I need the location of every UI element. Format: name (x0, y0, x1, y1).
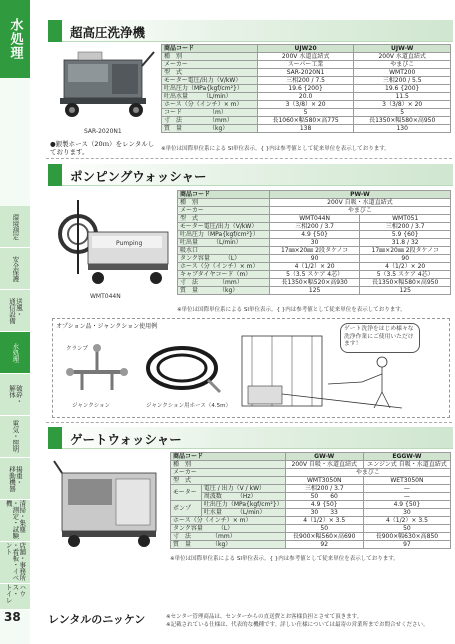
table-row (178, 255, 451, 263)
spec-cell: 138 (257, 125, 354, 133)
spec-table-gate (170, 452, 451, 549)
spec-cell: モーター電圧/出力（V/kW） (162, 77, 258, 85)
sidebar-item-house[interactable]: ハウス・ トイレ (0, 584, 30, 610)
table-row (162, 85, 451, 93)
spec-cell: 寸 法 （mm） (178, 279, 270, 287)
table-row (162, 69, 451, 77)
table-row (171, 477, 451, 485)
sidebar-item-water[interactable]: 水処理 (0, 332, 30, 374)
spec-cell: ホース（分（インチ）× m） (162, 101, 258, 109)
table-row (178, 263, 451, 271)
sidebar-item-environment[interactable]: 環境測定 (0, 206, 30, 248)
gate-washer-photo (52, 455, 166, 549)
spec-cell: 130 (354, 125, 451, 133)
spec-cell: 50 (285, 525, 363, 533)
spec-cell: コード （m） (162, 109, 258, 117)
table-row (171, 525, 451, 533)
photo-caption: SAR-2020N1 (84, 128, 122, 135)
table-row (162, 93, 451, 101)
spec-cell: 型 式 (162, 69, 258, 77)
spec-cell: モーター (171, 485, 202, 501)
spec-cell: 31.8 / 32 (360, 239, 451, 247)
spec-cell: タンク容量 （L） (178, 255, 270, 263)
section-header-pumping (48, 164, 453, 186)
spec-cell: 長1350×幅580×高950 (360, 279, 451, 287)
table-row (162, 61, 451, 69)
table-row (162, 125, 451, 133)
high-pressure-washer-photo (50, 46, 158, 124)
spec-cell: 種 別 (171, 461, 286, 469)
spec-cell: 三相200 / 3.7 (269, 223, 360, 231)
spec-cell: モーター電圧/出力（V/kW） (178, 223, 270, 231)
spec-cell: 92 (285, 541, 363, 549)
spec-cell: 長900×幅630×高850 (363, 533, 450, 541)
footer-note-1: ※センター管理商品は、センターからの直送費とお客様負担とさせて頂きます。 (166, 614, 363, 620)
spec-cell: 4.9 {50} (363, 501, 450, 509)
junction-photo (62, 338, 132, 400)
spec-cell: SAR-2020N1 (257, 69, 354, 77)
spec-cell: ポンプ (171, 501, 202, 517)
spec-cell: 吐出水量 （L/min） (162, 93, 258, 101)
table-row (178, 215, 451, 223)
spec-cell: 125 (269, 287, 360, 295)
spec-cell: 90 (360, 255, 451, 263)
spec-cell: 3（3/8）× 20 (354, 101, 451, 109)
option-title: オプション品・ジャンクション使用例 (56, 323, 158, 330)
spec-note: ※単位は国際単位系による SI単位表示。{ }内は参考値として従来単位を表示しております。 (170, 556, 399, 562)
section-square-icon (48, 427, 62, 449)
spec-cell: WMT051 (360, 215, 451, 223)
spec-cell: 5（3.5 スケア 4芯） (269, 271, 360, 279)
spec-cell: 三相200 / 5.5 (354, 77, 451, 85)
spec-cell: 質 量 （kg） (171, 541, 286, 549)
spec-cell: スーパー工業 (257, 61, 354, 69)
table-row (171, 533, 451, 541)
spec-cell: 90 (269, 255, 360, 263)
spec-cell: 三相200 / 3.7 (360, 223, 451, 231)
table-row (171, 541, 451, 549)
spec-cell: 寸 法 （mm） (171, 533, 286, 541)
spec-cell: WET3050N (363, 477, 450, 485)
sidebar-item-ventilation[interactable]: 送風・ 通信設備 (0, 290, 30, 332)
spec-cell: 200V 自吸・水道直結式 (285, 461, 363, 469)
table-row (178, 271, 451, 279)
section-square-icon (48, 20, 62, 42)
table-row (171, 461, 451, 469)
section-header-gate (48, 427, 453, 449)
spec-cell: 125 (360, 287, 451, 295)
spec-cell: 吐出圧力（MPa{kgf/cm²}） (178, 231, 270, 239)
spec-cell: 長1060×幅580×高775 (257, 117, 354, 125)
spec-cell: 200V 水道直結式 (354, 53, 451, 61)
spec-cell: 4（1/2）× 20 (360, 263, 451, 271)
spec-cell: メーカー (171, 469, 286, 477)
spec-cell: 4.9 {50} (269, 231, 360, 239)
section-square-icon (48, 164, 62, 186)
spec-cell: 吐出圧力（MPa{kgf/cm²}） (162, 85, 258, 93)
spec-cell: 5 (354, 109, 451, 117)
sidebar-title: 水処理 (0, 0, 30, 78)
sidebar-item-cleaning[interactable]: 清掃・集塵 ・測定・試験機 (0, 500, 30, 542)
spec-cell: 20.0 (257, 93, 354, 101)
clamp-label: クランプ (66, 346, 89, 352)
spec-cell: 吐出圧力（MPa{kgf/cm²}） (201, 501, 285, 509)
spec-cell: WMT044N (269, 215, 360, 223)
spec-cell: 質 量 （kg） (162, 125, 258, 133)
company-logo: レンタルのニッケン (48, 613, 146, 626)
spec-cell: 4.9 {50} (285, 501, 363, 509)
spec-cell: 長1350×幅580×高950 (354, 117, 451, 125)
spec-cell: UJW20 (257, 45, 354, 53)
spec-table-pumping (177, 190, 451, 295)
spec-cell: 型 式 (171, 477, 286, 485)
spec-cell: — (363, 493, 450, 501)
spec-table-high-pressure (161, 44, 451, 133)
spec-cell: 97 (363, 541, 450, 549)
spec-cell: 種 別 (178, 199, 270, 207)
section-title: ゲートウォッシャー (70, 432, 182, 447)
spec-cell: 200V 自吸・水道直結式 (269, 199, 450, 207)
table-header-row (178, 191, 451, 199)
spec-cell: 三相200 / 3.7 (285, 485, 363, 493)
spec-cell: 19.6 {200} (354, 85, 451, 93)
table-row (171, 509, 451, 517)
spec-cell: 長900×幅560×高690 (285, 533, 363, 541)
spec-cell: 200V 水道直結式 (257, 53, 354, 61)
table-header-row (171, 453, 451, 461)
table-row (162, 109, 451, 117)
table-row (178, 287, 451, 295)
spec-cell: 30 (269, 239, 360, 247)
spec-note: ※単位は国際単位系による SI単位表示。{ }内は参考値として従来単位を表示しております。 (177, 307, 406, 313)
table-row (162, 53, 451, 61)
spec-cell: 50 (363, 525, 450, 533)
spec-cell: 5（3.5 スケア 4芯） (360, 271, 451, 279)
table-row (178, 199, 451, 207)
spec-cell: 5 (257, 109, 354, 117)
spec-cell: — (363, 485, 450, 493)
table-row (178, 279, 451, 287)
spec-cell: 吸水口 (178, 247, 270, 255)
spec-cell: メーカー (162, 61, 258, 69)
junction-label: ジャンクション (72, 403, 111, 409)
spec-cell: 4（1/2）× 3.5 (363, 517, 450, 525)
spec-cell: ホース（分（インチ）× m） (171, 517, 286, 525)
spec-cell: WMT200 (354, 69, 451, 77)
spec-cell: 質 量 （kg） (178, 287, 270, 295)
pumping-washer-photo (56, 194, 174, 290)
table-row (171, 469, 451, 477)
spec-cell: エンジン式 自吸・水道直結式 (363, 461, 450, 469)
spec-cell: 5.9 {60} (360, 231, 451, 239)
spec-cell: 周波数 （Hz） (201, 493, 285, 501)
spec-cell: 吐出量 （L/min） (178, 239, 270, 247)
section-header-high-pressure (48, 20, 453, 42)
spec-cell: 4（1/2）× 3.5 (285, 517, 363, 525)
table-row (162, 101, 451, 109)
spec-cell: 種 別 (162, 53, 258, 61)
spec-cell: PW-W (269, 191, 450, 199)
spec-cell: ホース（分（インチ）× m） (178, 263, 270, 271)
photo-caption: WMT044N (90, 293, 121, 300)
spec-cell: 50 60 (285, 493, 363, 501)
table-row (171, 501, 451, 509)
table-row (178, 239, 451, 247)
spec-cell: 吐水量 （L/min） (201, 509, 285, 517)
svg-text:Pumping: Pumping (116, 240, 143, 247)
spec-note: ※単位は国際単位系による SI単位表示。{ }内は参考値として従来単位を表示しております。 (161, 146, 390, 152)
spec-cell: 3（3/8）× 20 (257, 101, 354, 109)
spec-cell: 型 式 (178, 215, 270, 223)
spec-cell: やまびこ (285, 469, 450, 477)
spec-cell: WMT3050N (285, 477, 363, 485)
callout-text: ゲート洗浄をはじめ様々な洗浄作業にご使用いただけます！ (344, 326, 414, 347)
spec-cell: GW-W (285, 453, 363, 461)
table-row (178, 247, 451, 255)
spec-cell: 寸 法 （mm） (162, 117, 258, 125)
table-header-row (162, 45, 451, 53)
spec-cell: メーカー (178, 207, 270, 215)
section-title: 超高圧洗浄機 (70, 25, 146, 40)
junction-hose-photo (142, 338, 224, 400)
spec-cell: 長1350×幅520×高930 (269, 279, 360, 287)
sidebar-item-safety[interactable]: 安全保護 (0, 248, 30, 290)
table-row (171, 493, 451, 501)
table-row (171, 517, 451, 525)
sidebar-item-store[interactable]: 店舗・事務所 ・看板・イベント (0, 542, 30, 584)
spec-cell: 30 (363, 509, 450, 517)
table-row (162, 77, 451, 85)
spec-cell: EGGW-W (363, 453, 450, 461)
sidebar-item-electric[interactable]: 電気・照明 (0, 416, 30, 458)
category-sidebar (0, 0, 30, 644)
spec-cell: タンク容量 （L） (171, 525, 286, 533)
spec-cell: 30 33 (285, 509, 363, 517)
table-row (162, 117, 451, 125)
page-number: 38 (4, 610, 21, 624)
table-row (178, 231, 451, 239)
sidebar-item-lifting[interactable]: 揚重・ 移動機器 (0, 458, 30, 500)
spec-cell: 三相200 / 7.5 (257, 77, 354, 85)
table-row (178, 207, 451, 215)
spec-cell: 商品コード (162, 45, 258, 53)
spec-cell: 商品コード (171, 453, 286, 461)
spec-cell: 商品コード (178, 191, 270, 199)
spec-cell: 電圧 / 出力（V / kW） (201, 485, 285, 493)
spec-cell: やまびこ (269, 207, 450, 215)
footer-note-2: ※記載されている仕様は、代表的な機種です。詳しい仕様については最寄の営業所までお問合せください。 (166, 622, 429, 628)
spec-cell: 17㎜×20㎜ 2段タケノコ (269, 247, 360, 255)
spec-cell: UJW-W (354, 45, 451, 53)
table-row (178, 223, 451, 231)
spec-cell: 19.6 {200} (257, 85, 354, 93)
sidebar-item-crushing[interactable]: 破砕・ 解体 (0, 374, 30, 416)
spec-cell: 4（1/2）× 20 (269, 263, 360, 271)
spec-cell: 11.5 (354, 93, 451, 101)
hose-label: ジャンクション用ホース（4.5m） (146, 403, 232, 409)
spec-cell: 17㎜×20㎜ 2段タケノコ (360, 247, 451, 255)
spec-cell: キャブタイヤコード（m） (178, 271, 270, 279)
hose-note: ●銀製ホース（20ｍ）をレンタルしております。 (50, 140, 155, 156)
section-title: ポンピングウォッシャー (70, 169, 207, 184)
table-row (171, 485, 451, 493)
spec-cell: やまびこ (354, 61, 451, 69)
